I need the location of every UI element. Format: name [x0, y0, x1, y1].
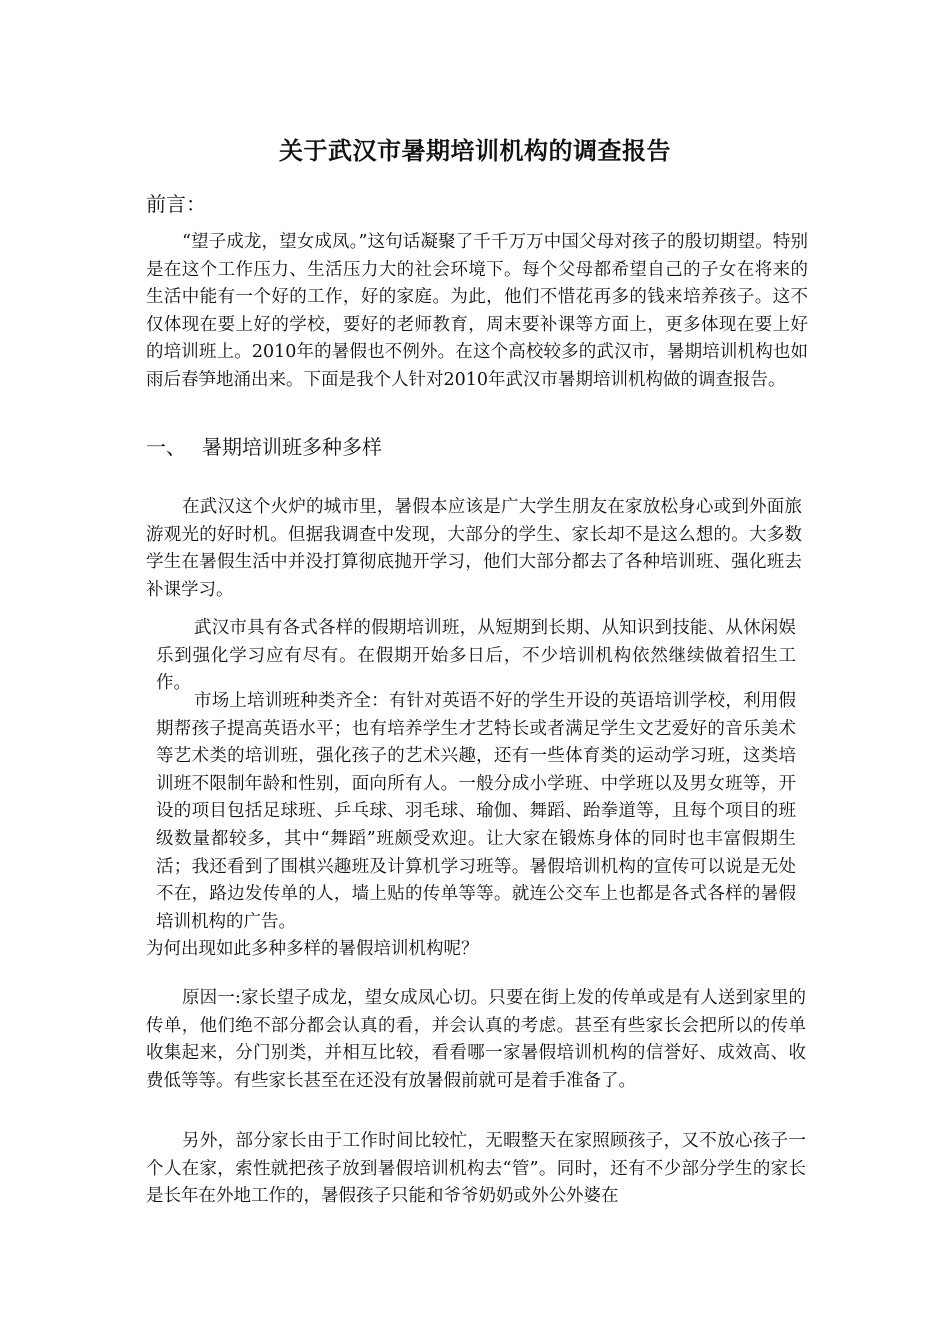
- section-paragraph-1: 在武汉这个火炉的城市里，暑假本应该是广大学生朋友在家放松身心或到外面旅游观光的好时机。但据我调查中发现，大部分的学生、家长却不是这么想的。大多数学生在暑假生活中并没打算彻底抛开学习，他们大部分都去了各种培训班、强化班去补课学习。: [146, 497, 802, 600]
- reason-more-paragraph: 另外，部分家长由于工作时间比较忙，无暇整天在家照顾孩子，又不放心孩子一个人在家，索性就把孩子放到暑假培训机构去“管”。同时，还有不少部分学生的家长是长年在外地工作的，暑假孩子只能和爷爷奶奶或外公外婆在: [146, 1131, 806, 1207]
- preface-paragraph: “望子成龙，望女成凤。”这句话凝聚了千千万万中国父母对孩子的殷切期望。特别是在这个工作压力、生活压力大的社会环境下。每个父母都希望自己的子女在将来的生活中能有一个好的工作，好的家庭。为此，他们不惜花再多的钱来培养孩子。这不仅体现在要上好的学校，要好的老师教育，周末要补课等方面上，更多体现在要上好的培训班上。2010年的暑假也不例外。在这个高校较多的武汉市，暑期培训机构也如雨后春笋地涌出来。下面是我个人针对2010年武汉市暑期培训机构做的调查报告。: [146, 232, 808, 390]
- question-line: 为何出现如此多种多样的暑假培训机构呢？: [146, 939, 479, 959]
- document-title: 关于武汉市暑期培训机构的调查报告: [279, 136, 671, 165]
- section-paragraph-2: 武汉市具有各式各样的假期培训班，从短期到长期、从知识到技能、从休闲娱乐到强化学习应有尽有。在假期开始多日后，不少培训机构依然继续做着招生工作。: [156, 618, 796, 694]
- section-heading: [146, 432, 382, 462]
- preface-label: 前言：: [146, 192, 206, 216]
- section-title: 暑期培训班多种多样: [202, 435, 382, 459]
- section-paragraph-3: 市场上培训班种类齐全：有针对英语不好的学生开设的英语培训学校，利用假期帮孩子提高英语水平；也有培养学生才艺特长或者满足学生文艺爱好的音乐美术等艺术类的培训班，强化孩子的艺术兴趣，还有一些体育类的运动学习班，这类培训班不限制年龄和性别，面向所有人。一般分成小学班、中学班以及男女班等，开设的项目包括足球班、乒乓球、羽毛球、瑜伽、舞蹈、跆拳道等，且每个项目的班级数量都较多，其中“舞蹈”班颇受欢迎。让大家在锻炼身体的同时也丰富假期生活；我还看到了围棋兴趣班及计算机学习班等。暑假培训机构的宣传可以说是无处不在，路边发传单的人，墙上贴的传单等等。就连公交车上也都是各式各样的暑假培训机构的广告。: [156, 691, 796, 932]
- section-number: 一、: [146, 435, 186, 459]
- reason-one-paragraph: 原因一:家长望子成龙，望女成凤心切。只要在街上发的传单或是有人送到家里的传单，他们绝不部分都会认真的看，并会认真的考虑。甚至有些家长会把所以的传单收集起来，分门别类，并相互比较，看看哪一家暑假培训机构的信誉好、成效高、收费低等等。有些家长甚至在还没有放暑假前就可是着手准备了。: [146, 988, 806, 1091]
